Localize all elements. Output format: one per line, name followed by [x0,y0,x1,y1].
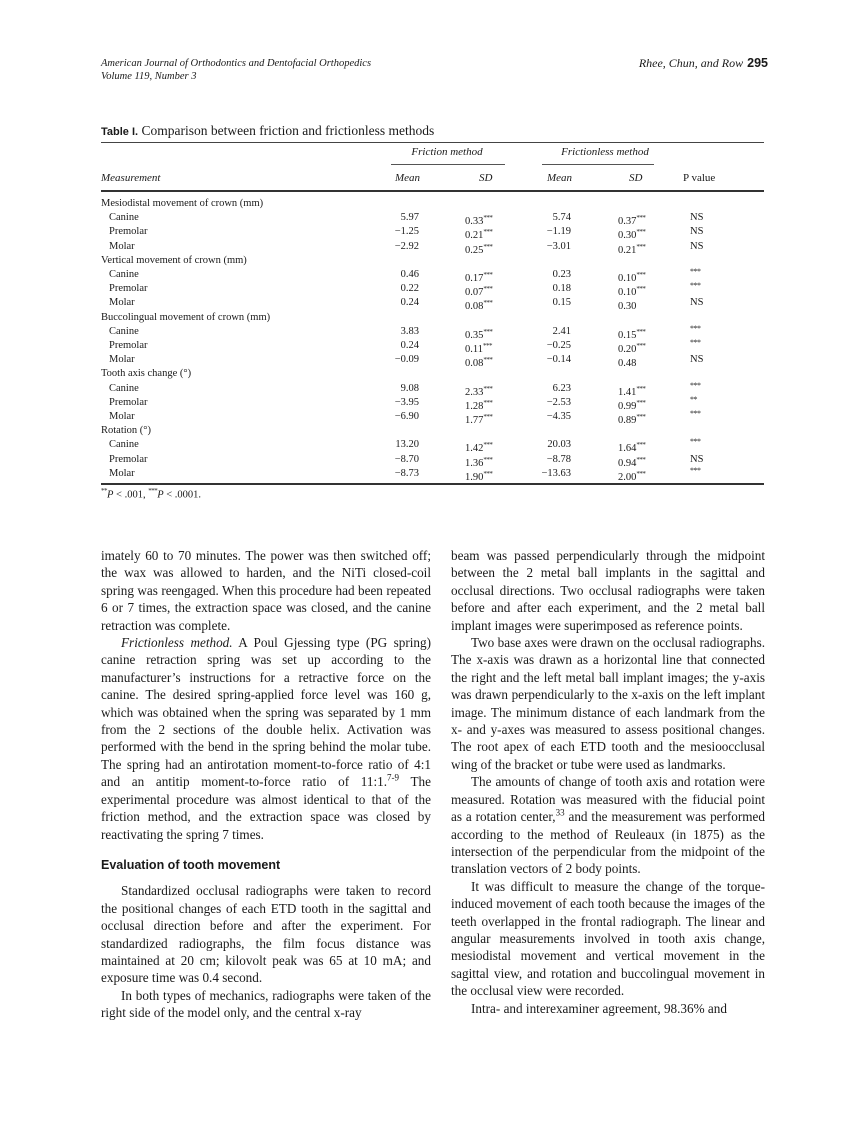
table-title: Comparison between friction and frictionless methods [141,123,435,138]
frictionless-mean-value: −0.25 [546,340,571,351]
friction-mean-value: 3.83 [400,325,419,337]
significance-marker: *** [483,228,493,237]
p-symbol: P [107,489,114,501]
journal-info [101,57,371,83]
section-heading-row [101,367,764,381]
row-label [109,410,135,424]
frictionless-mean [547,240,571,254]
frictionless-mean [547,225,571,239]
significance-marker: *** [636,327,646,336]
paragraph-text: The amounts of change of tooth axis and rotation were measured. Rotation was measured with the fiducial point as a rotation center, [451,774,765,825]
table-row [101,211,764,228]
p-value [690,353,703,367]
frictionless-mean-value: 6.23 [552,382,571,394]
group-rule-friction [391,164,505,165]
friction-sd-value: 0.33 [465,216,484,228]
body-column-right [451,547,765,1017]
frictionless-mean-value: 0.15 [552,297,571,309]
p-value [690,438,701,452]
friction-mean [401,382,419,396]
table-row [101,467,764,481]
friction-mean [395,467,419,481]
friction-sd-value: 0.08 [465,301,484,313]
p-value-value: NS [690,212,704,224]
p-value [690,382,701,396]
row-label-value: Canine [109,212,139,224]
row-label [109,382,139,396]
row-label-value: Canine [109,439,139,451]
table-row [101,353,764,370]
friction-sd-value: 0.35 [465,329,484,341]
row-label-value: Premolar [109,453,148,465]
significance-marker: *** [483,285,493,294]
p-value [690,268,701,282]
journal-name: American Journal of Orthodontics and Dentofacial Orthopedics [101,58,372,69]
friction-mean-value: −1.25 [394,226,419,238]
frictionless-sd-value: 2.00 [618,471,637,483]
row-label [109,296,135,310]
group-rule-frictionless [542,164,654,165]
friction-mean-value: −2.92 [394,240,419,252]
p-value-value: ** [690,394,697,404]
p-value [690,225,703,239]
table-row [101,268,764,282]
paragraph: beam was passed perpendicularly through the midpoint between the 2 metal ball implants in the sagittal and occlusal directions. Two occlusal radiographs were taken before and after each experiment, and the 2 metal ball implant images were superimposed as reference points. [451,548,765,633]
table-row [101,453,764,467]
section-label: Mesiodistal movement of crown (mm) [101,198,264,209]
friction-mean [401,211,419,225]
column-header-friction-sd: SD [479,172,493,184]
frictionless-mean [553,382,571,396]
friction-mean [395,353,419,367]
group-header-friction: Friction method [411,146,483,158]
p-value [690,410,701,424]
friction-mean-value: 0.24 [400,297,419,309]
frictionless-sd-value: 0.89 [618,415,637,426]
significance-marker: *** [636,271,646,279]
significance-marker: *** [483,398,493,407]
table-header-rule [101,190,764,192]
friction-mean [395,240,419,254]
frictionless-mean [553,211,571,225]
frictionless-sd-value: 0.37 [618,216,637,228]
significance-marker: *** [636,228,646,237]
paragraph: It was difficult to measure the change of the torque-induced movement of each tooth because the images of the teeth overlapped in the frontal radiograph. The linear and angular measurements involved in tooth axis change, mesiodistal movement and vertical movement in the sagittal view, and rotation and buccolingual movement in the occlusal view were recorded. [451,878,765,999]
significance-marker: *** [483,271,493,279]
authors: Rhee, Chun, and Row [638,56,744,70]
frictionless-sd-value: 0.20 [618,344,637,355]
p-value-value: *** [690,465,701,475]
frictionless-mean [547,453,571,467]
paragraph-text: A Poul Gjessing type (PG spring) canine retraction spring was set up according to the manufacturer’s instructions for a retractive force on the canine. The desired spring-applied force level was 160 g, which was obtained when the spring was separated by 1 mm from the 2 sections of the double helix. Activation was performed with the bend in the spring behind the molar tube. The spring had an antirotation moment-to-force ratio of 4:1 and an antitip moment-to-force ratio of 11:1. [101,635,431,790]
frictionless-mean-value: 2.41 [552,325,571,337]
friction-mean-value: −3.95 [394,396,419,408]
friction-mean-value: 9.08 [400,382,419,394]
row-label-value: Premolar [109,283,148,295]
friction-mean-value: −6.90 [394,411,419,422]
significance-marker: *** [636,455,646,464]
significance-marker: *** [483,469,493,478]
row-label [109,282,148,296]
frictionless-mean-value: −4.35 [546,411,571,422]
friction-sd-value: 0.11 [465,344,483,355]
row-label-value: Molar [109,411,135,422]
p-value-value: NS [690,240,704,252]
p-value [690,296,703,310]
row-label [109,396,148,410]
row-label [109,268,139,282]
significance-marker: *** [483,299,493,308]
row-label [109,353,135,367]
friction-mean-value: 13.20 [395,439,419,451]
row-label-value: Premolar [109,226,148,238]
significance-marker: *** [636,441,646,450]
row-label-value: Molar [109,354,135,366]
row-label [109,240,135,254]
friction-sd-value: 0.25 [465,244,484,256]
paragraph-text: The experimental procedure was almost identical to that of the friction method, and the extraction space was closed by reactivating the spring 7 times. [101,774,431,842]
frictionless-sd-value: 1.64 [618,443,637,455]
significance-marker: *** [483,327,493,336]
significance-marker: *** [483,384,493,393]
row-label-value: Canine [109,269,139,280]
frictionless-mean-value: 0.18 [552,283,571,295]
journal-volume: Volume 119, Number 3 [101,71,197,82]
row-label-value: Molar [109,467,135,479]
section-label: Tooth axis change (°) [101,368,192,380]
friction-sd-value: 1.90 [465,471,484,483]
section-heading-row [101,424,764,438]
p-value [690,339,701,353]
significance-marker: *** [636,398,646,407]
friction-sd-value: 1.42 [465,443,484,455]
friction-mean [401,296,419,310]
column-header-p-value: P value [683,172,716,184]
author-page [639,57,768,70]
section-label: Vertical movement of crown (mm) [101,254,247,266]
friction-mean [395,438,419,452]
citation: 7-9 [387,772,400,783]
page-number: 295 [747,56,768,70]
row-label [109,453,148,467]
frictionless-mean-value: −13.63 [541,467,571,479]
frictionless-mean [547,438,571,452]
row-label [109,325,139,339]
row-label-value: Premolar [109,340,148,351]
friction-sd-value: 0.21 [465,230,484,242]
friction-sd-value: 2.33 [465,386,484,398]
p-value [690,396,697,410]
frictionless-mean [553,282,571,296]
significance-marker: *** [636,413,646,421]
p-value [690,325,701,339]
table-caption [101,123,434,139]
p-value-value: NS [690,453,704,465]
frictionless-mean [541,467,571,481]
significance-marker: *** [483,356,493,365]
friction-mean-value: 5.97 [400,212,419,224]
paragraph: Two base axes were drawn on the occlusal radiographs. The x-axis was drawn as a horizontal line that connected the right and the left metal ball implant images; the y-axis was drawn perpendicularly to the x-axis on the left implant image. The minimum distance of each landmark from the x- and y-axes was measured to assess positional changes. The root apex of each ETD tooth and the mesioocclusal wing of the bracket or tube were used as landmarks. [451,635,765,772]
friction-sd-value: 0.08 [465,358,484,370]
friction-mean-value: 0.22 [400,283,419,295]
friction-mean [395,396,419,410]
friction-mean-value: −8.70 [394,453,419,465]
table-row [101,240,764,254]
significance-marker: *** [483,455,493,464]
table-row [101,437,764,455]
footnote-text-1: < .001, [113,489,149,501]
frictionless-mean [553,325,571,339]
table-row [101,339,764,353]
paragraph: In both types of mechanics, radiographs were taken of the right side of the model only, and the central x-ray [101,987,431,1021]
row-label [109,467,135,481]
column-header-measurement: Measurement [101,172,161,184]
section-label: Rotation (°) [101,425,151,437]
table-footnote [101,487,201,501]
column-header-frictionless-sd: SD [629,172,643,184]
frictionless-sd-value: 0.21 [618,244,637,256]
paragraph: imately 60 to 70 minutes. The power was then switched off; the wax was allowed to harden, and the NiTi closed-coil spring was reengaged. When this procedure had been repeated 6 or 7 times, the extraction space was closed, and the canine retraction was complete. [101,548,431,633]
frictionless-sd-value: 0.15 [618,329,637,341]
sig-marker-2: ** [101,487,107,495]
table-bottom-rule [101,483,764,485]
frictionless-sd-value: 1.41 [618,386,637,398]
friction-sd-value: 0.07 [465,287,484,299]
frictionless-sd-value: 0.99 [618,400,637,412]
table-top-rule [101,142,764,143]
row-label-value: Premolar [109,396,148,408]
friction-mean-value: −0.09 [394,354,419,366]
friction-mean-value: 0.46 [400,269,419,280]
paragraph-text: and the measurement was performed according to the method of Reuleaux (in 1875) as the intersection of the perpendicular from the midpoint of the translation vectors of 2 body points. [451,809,765,877]
frictionless-mean-value: −1.19 [546,226,571,238]
frictionless-sd-value: 0.10 [618,287,637,299]
row-label-value: Canine [109,382,139,394]
section-heading-row [101,311,764,325]
table-label: Table I. [101,126,139,138]
frictionless-mean [547,410,571,424]
p-value [690,453,703,467]
citation: 33 [555,807,565,818]
p-value-value: *** [690,267,701,276]
p-symbol: P [157,489,164,501]
p-value-value: NS [690,354,704,366]
p-value-value: *** [690,437,701,447]
frictionless-mean [553,268,571,282]
frictionless-mean-value: −2.53 [546,396,571,408]
table-row [101,382,764,396]
frictionless-mean-value: −3.01 [546,240,571,252]
p-value [690,211,703,225]
section-heading-row [101,197,764,211]
sig-marker-3: *** [148,487,158,495]
frictionless-mean-value: 20.03 [547,439,571,451]
significance-marker: *** [483,441,493,450]
row-label [109,211,139,225]
column-header-frictionless-mean: Mean [547,172,573,184]
paragraph-frictionless-method [101,634,431,843]
significance-marker: *** [636,469,646,478]
frictionless-sd-value: 0.94 [618,457,637,469]
significance-marker: *** [483,342,492,350]
frictionless-mean-value: −8.78 [546,453,571,465]
p-value [690,467,701,481]
friction-mean [401,325,419,339]
friction-mean [395,410,419,424]
significance-marker: *** [636,242,646,251]
significance-marker: *** [636,285,646,294]
p-value-value: *** [690,380,701,390]
friction-sd-value: 0.17 [465,273,484,284]
frictionless-sd-value: 0.30 [618,301,637,313]
p-value-value: NS [690,297,704,309]
frictionless-mean [547,353,571,367]
frictionless-mean [547,339,571,353]
paragraph: Standardized occlusal radiographs were taken to record the positional changes of each ETD tooth in the sagittal and occlusal direction before and after the experiment. For standardized radiographs, the film focus distance was maintained at 20 cm; kilovolt peak was 65 at 10 mA; and exposure time was 0.4 second. [101,883,431,986]
row-label-value: Molar [109,297,135,309]
significance-marker: *** [483,214,493,223]
friction-mean [395,453,419,467]
friction-mean [401,282,419,296]
frictionless-mean-value: 5.74 [552,212,571,224]
friction-mean [401,268,419,282]
table-row [101,225,764,242]
friction-sd-value: 1.36 [465,457,484,469]
run-in-heading: Frictionless method. [121,635,233,651]
section-heading-row [101,254,764,268]
footnote-text-2: < .0001. [163,489,202,501]
row-label [109,438,139,452]
significance-marker: *** [636,342,646,350]
group-header-frictionless: Frictionless method [561,146,649,158]
friction-mean [401,339,419,353]
paragraph: Intra- and interexaminer agreement, 98.36% and [471,1000,727,1016]
p-value-value: *** [690,409,701,418]
significance-marker: *** [636,384,646,393]
table-row [101,325,764,339]
significance-marker: *** [483,242,493,251]
table-row [101,296,764,313]
paragraph [451,773,765,877]
frictionless-mean-value: 0.23 [552,269,571,280]
significance-marker: *** [483,413,493,421]
p-value-value: *** [690,323,701,333]
significance-marker: *** [636,214,646,223]
table-row [101,410,764,424]
row-label [109,225,148,239]
frictionless-mean [547,396,571,410]
friction-mean [395,225,419,239]
section-label: Buccolingual movement of crown (mm) [101,311,271,323]
frictionless-sd-value: 0.30 [618,230,637,242]
frictionless-sd-value: 0.10 [618,273,637,284]
p-value [690,282,701,296]
frictionless-mean [553,296,571,310]
friction-mean-value: 0.24 [400,340,419,351]
p-value-value: *** [690,281,701,291]
column-header-friction-mean: Mean [395,172,421,184]
row-label [109,339,148,353]
friction-mean-value: −8.73 [394,467,419,479]
p-value-value: *** [690,338,701,347]
body-column-left [101,547,431,1022]
row-label-value: Canine [109,325,139,337]
table-row [101,396,764,410]
section-heading: Evaluation of tooth movement [101,857,281,872]
table-row [101,281,764,299]
row-label-value: Molar [109,240,135,252]
friction-sd-value: 1.77 [465,415,484,426]
p-value [690,240,703,254]
p-value-value: NS [690,226,704,238]
frictionless-sd-value: 0.48 [618,358,637,370]
frictionless-mean-value: −0.14 [546,354,571,366]
friction-sd-value: 1.28 [465,400,484,412]
